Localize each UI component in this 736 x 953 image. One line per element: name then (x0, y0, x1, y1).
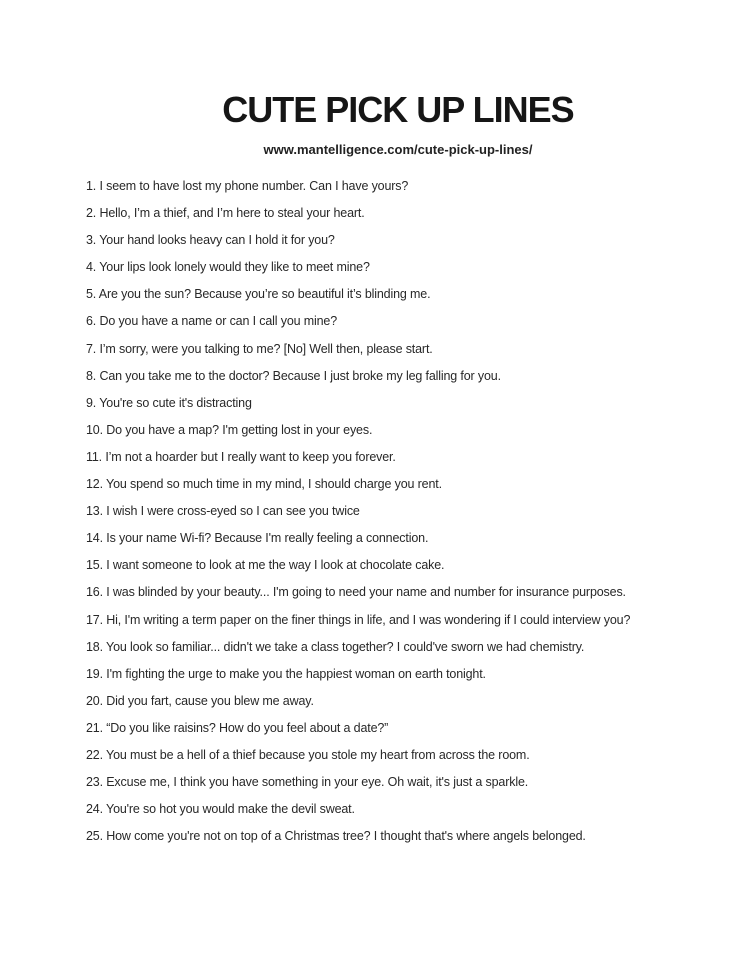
list-item (86, 525, 706, 552)
list-item (86, 661, 706, 688)
list-item-text: Excuse me, I think you have something in your eye. Oh wait, it's just a sparkle. (106, 775, 529, 790)
source-url: www.mantelligence.com/cute-pick-up-lines/ (263, 142, 533, 157)
list-item-number: 7. (86, 341, 100, 356)
list-item (86, 308, 706, 335)
list-item-number: 1. (86, 179, 100, 193)
list-item-number: 14. (86, 531, 107, 546)
list-item-text: You must be a hell of a thief because you stole my heart from across the room. (106, 747, 530, 762)
list-item (86, 173, 706, 200)
list-item-text: I wish I were cross-eyed so I can see you twice (106, 504, 360, 519)
list-item (86, 742, 706, 769)
list-item (86, 417, 706, 444)
list-item (86, 607, 706, 634)
list-item-number: 16. (86, 585, 107, 600)
list-item-text: I was blinded by your beauty... I'm going to need your name and number for insurance purposes. (106, 585, 626, 600)
list-item (86, 769, 706, 796)
list-item (86, 579, 706, 606)
list-item (86, 336, 706, 363)
list-item-text: You're so hot you would make the devil sweat. (106, 802, 355, 817)
list-item (86, 200, 706, 227)
list-item-number: 10. (86, 422, 107, 437)
list-item (86, 498, 706, 525)
list-item-text: You spend so much time in my mind, I should charge you rent. (106, 477, 442, 492)
list-item (86, 363, 706, 390)
list-item-number: 15. (86, 558, 107, 573)
list-item-number: 2. (86, 206, 100, 221)
list-item-number: 23. (86, 775, 107, 790)
list-item-number: 4. (86, 260, 100, 275)
list-item-text: I’m not a hoarder but I really want to keep you forever. (105, 449, 396, 464)
list-item-text: Your lips look lonely would they like to meet mine? (99, 260, 370, 275)
list-item-number: 25. (86, 829, 107, 844)
list-item-text: Can you take me to the doctor? Because I just broke my leg falling for you. (99, 368, 501, 383)
list-item-number: 22. (86, 747, 107, 762)
list-item (86, 254, 706, 281)
list-item-text: I'm fighting the urge to make you the happiest woman on earth tonight. (106, 666, 486, 681)
list-item-text: How come you're not on top of a Christmas tree? I thought that's where angels belonged. (106, 829, 586, 844)
list-item (86, 390, 706, 417)
list-item-number: 18. (86, 639, 107, 654)
page-title: CUTE PICK UP LINES (222, 89, 574, 130)
list-item (86, 688, 706, 715)
list-item-text: Is your name Wi-fi? Because I'm really feeling a connection. (106, 531, 429, 546)
list-item-text: Do you have a name or can I call you mine? (99, 314, 338, 329)
pickup-lines-list (86, 173, 706, 850)
list-item-text: Did you fart, cause you blew me away. (106, 693, 314, 708)
list-item-text: Are you the sun? Because you’re so beautiful it’s blinding me. (98, 287, 431, 302)
list-item-text: You look so familiar... didn't we take a class together? I could've sworn we had chemistry. (106, 639, 585, 654)
list-item-text: I want someone to look at me the way I look at chocolate cake. (106, 558, 445, 573)
list-item-number: 5. (86, 287, 99, 302)
list-item (86, 281, 706, 308)
list-item-text: I’m sorry, were you talking to me? [No] Well then, please start. (99, 341, 433, 356)
list-item-number: 21. (86, 720, 107, 735)
list-item-number: 20. (86, 693, 107, 708)
list-item-text: You're so cute it's distracting (99, 395, 252, 410)
list-item-text: Do you have a map? I'm getting lost in your eyes. (106, 422, 373, 437)
list-item-number: 13. (86, 504, 107, 519)
list-item (86, 823, 706, 850)
list-item-number: 6. (86, 314, 100, 329)
list-item (86, 796, 706, 823)
list-item-text: I seem to have lost my phone number. Can I have yours? (99, 179, 409, 193)
list-item-number: 9. (86, 395, 100, 410)
list-item (86, 715, 706, 742)
list-item (86, 444, 706, 471)
list-item-number: 17. (86, 612, 107, 627)
list-item (86, 552, 706, 579)
list-item-number: 24. (86, 802, 107, 817)
list-item-text: Hello, I’m a thief, and I’m here to steal your heart. (99, 206, 365, 221)
list-item-number: 11. (86, 449, 106, 464)
list-item-number: 8. (86, 368, 100, 383)
list-item-number: 3. (86, 233, 100, 248)
list-item-text: “Do you like raisins? How do you feel about a date?” (106, 720, 389, 735)
list-item-text: Hi, I'm writing a term paper on the finer things in life, and I was wondering if I could interview you? (106, 612, 631, 627)
list-item (86, 471, 706, 498)
list-item (86, 227, 706, 254)
list-item (86, 634, 706, 661)
list-item-number: 19. (86, 666, 107, 681)
list-item-number: 12. (86, 477, 107, 492)
list-item-text: Your hand looks heavy can I hold it for you? (99, 233, 335, 248)
